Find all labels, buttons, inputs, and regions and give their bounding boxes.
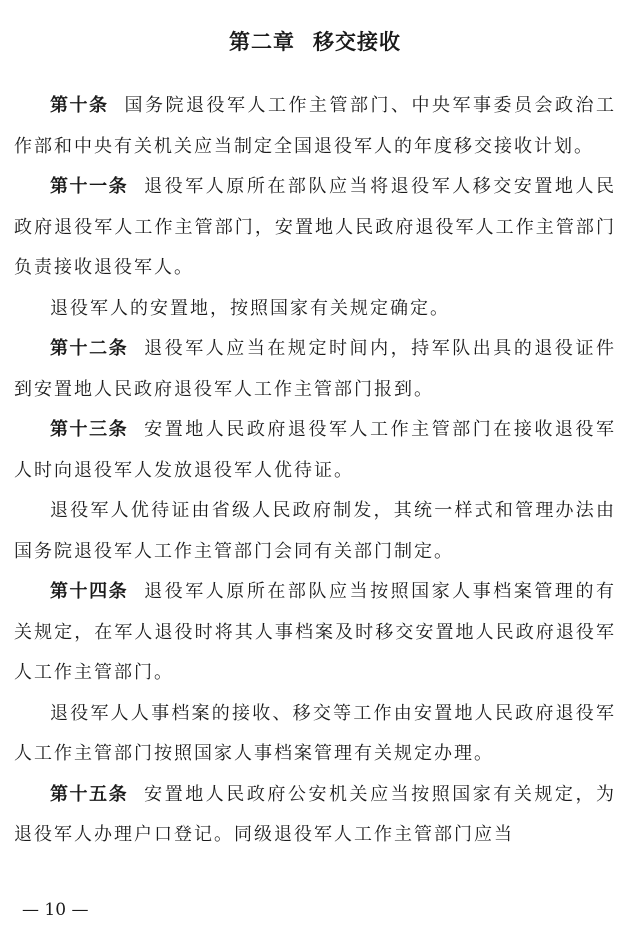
paragraph-text: 安置地人民政府公安机关应当按照国家有关规定，为退役军人办理户口登记。同级退役军人工作主管部门应当 (14, 783, 616, 845)
chapter-number: 第二章 (229, 30, 295, 54)
chapter-heading (0, 26, 630, 56)
paragraph-article-13 (14, 410, 616, 491)
paragraph-text: 国务院退役军人工作主管部门、中央军事委员会政治工作部和中央有关机关应当制定全国退役军人的年度移交接收计划。 (14, 95, 616, 157)
paragraph-article-13-cont (14, 491, 616, 572)
paragraph-text: 退役军人原所在部队应当将退役军人移交安置地人民政府退役军人工作主管部门，安置地人民政府退役军人工作主管部门负责接收退役军人。 (14, 176, 616, 278)
paragraph-text: 退役军人原所在部队应当按照国家人事档案管理的有关规定，在军人退役时将其人事档案及时移交安置地人民政府退役军人工作主管部门。 (14, 581, 616, 683)
paragraph-article-14 (14, 572, 616, 694)
paragraph-text: 退役军人的安置地，按照国家有关规定确定。 (50, 297, 450, 319)
paragraph-article-15 (14, 775, 616, 856)
article-label: 第十五条 (50, 783, 129, 805)
paragraph-text: 退役军人人事档案的接收、移交等工作由安置地人民政府退役军人工作主管部门按照国家人事档案管理有关规定办理。 (14, 702, 616, 764)
paragraph-article-12 (14, 329, 616, 410)
paragraph-text: 退役军人应当在规定时间内，持军队出具的退役证件到安置地人民政府退役军人工作主管部门报到。 (14, 338, 616, 400)
document-body (14, 86, 616, 856)
article-label: 第十四条 (50, 581, 129, 602)
article-label: 第十条 (50, 95, 109, 116)
paragraph-article-10 (14, 86, 616, 167)
article-label: 第十三条 (50, 419, 129, 440)
paragraph-article-11 (14, 167, 616, 289)
paragraph-text: 安置地人民政府退役军人工作主管部门在接收退役军人时向退役军人发放退役军人优待证。 (14, 419, 616, 481)
article-label: 第十一条 (50, 176, 129, 197)
paragraph-article-11-cont (14, 289, 616, 330)
chapter-title: 移交接收 (313, 30, 401, 54)
article-label: 第十二条 (50, 338, 129, 359)
paragraph-text: 退役军人优待证由省级人民政府制发，其统一样式和管理办法由国务院退役军人工作主管部门会同有关部门制定。 (14, 500, 616, 562)
page-number: — 10 — (22, 900, 89, 920)
paragraph-article-14-cont (14, 694, 616, 775)
